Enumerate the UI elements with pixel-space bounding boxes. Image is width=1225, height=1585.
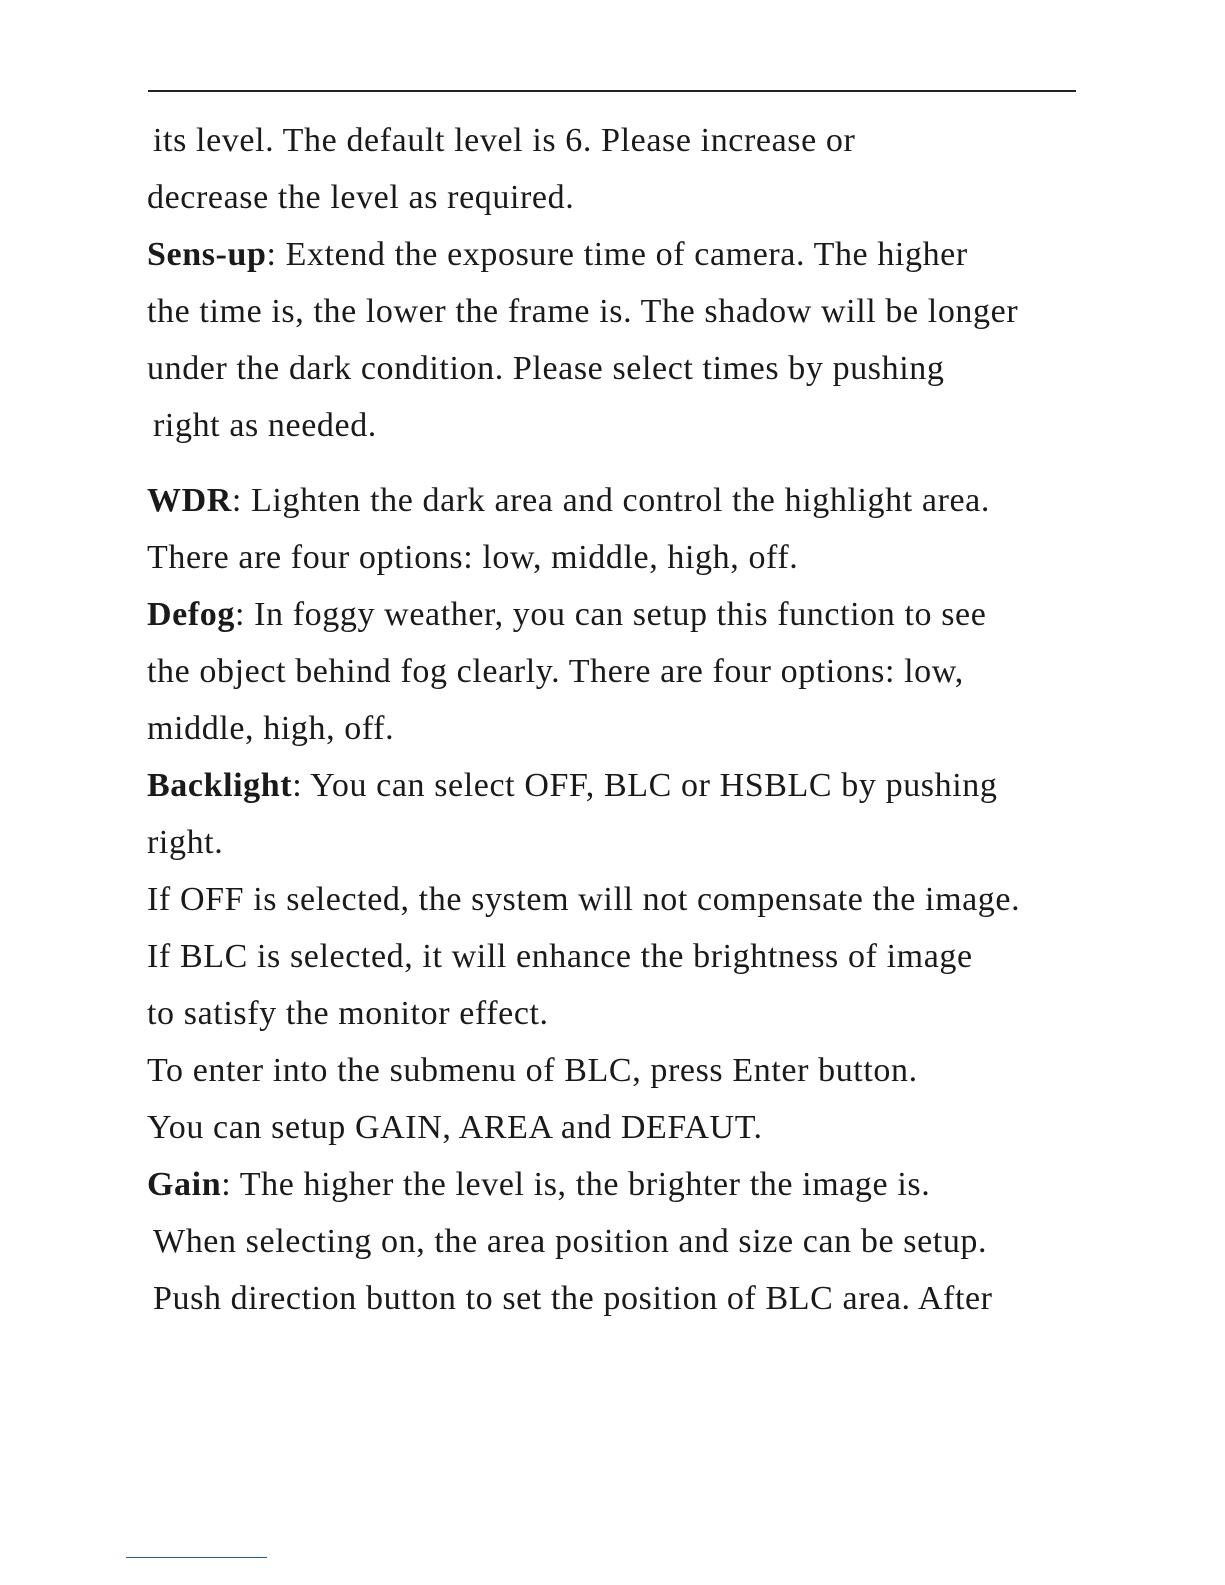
line-text: : Extend the exposure time of camera. The higher (266, 236, 968, 273)
line-text: : The higher the level is, the brighter the image is. (221, 1166, 931, 1203)
manual-body-text (147, 112, 1147, 1327)
line-text: right. (147, 824, 224, 861)
text-line (147, 169, 1147, 226)
text-line (147, 283, 1147, 340)
line-text: Push direction button to set the position of BLC area. After (153, 1280, 993, 1317)
text-line (147, 226, 1147, 283)
line-text: right as needed. (153, 407, 377, 444)
line-text: its level. The default level is 6. Please increase or (153, 122, 856, 159)
line-text: : You can select OFF, BLC or HSBLC by pushing (292, 767, 998, 804)
text-line (147, 757, 1147, 814)
footer-link-underline (126, 1557, 267, 1558)
term-label: Sens-up (147, 236, 267, 273)
line-text: under the dark condition. Please select times by pushing (147, 350, 945, 387)
text-line (147, 112, 1147, 169)
text-line (147, 529, 1147, 586)
text-line (147, 1156, 1147, 1213)
text-line (147, 397, 1147, 454)
text-line (147, 985, 1147, 1042)
line-text: If BLC is selected, it will enhance the brightness of image (147, 938, 973, 975)
line-text: To enter into the submenu of BLC, press Enter button. (147, 1052, 918, 1089)
term-label: Backlight (147, 767, 293, 804)
text-line (147, 700, 1147, 757)
text-line (147, 586, 1147, 643)
line-text: the object behind fog clearly. There are four options: low, (147, 653, 964, 690)
line-text: decrease the level as required. (147, 179, 575, 216)
text-line (147, 340, 1147, 397)
text-line (147, 814, 1147, 871)
term-label: WDR (147, 482, 232, 519)
text-line (147, 643, 1147, 700)
line-text: : In foggy weather, you can setup this function to see (234, 596, 987, 633)
term-label: Defog (147, 596, 235, 633)
header-rule (148, 90, 1076, 92)
text-line (147, 1042, 1147, 1099)
line-text: You can setup GAIN, AREA and DEFAUT. (147, 1109, 763, 1146)
text-line (147, 1213, 1147, 1270)
line-text: There are four options: low, middle, high, off. (147, 539, 799, 576)
line-text: the time is, the lower the frame is. The shadow will be longer (147, 293, 1019, 330)
term-label: Gain (147, 1166, 222, 1203)
text-line (147, 928, 1147, 985)
line-text: middle, high, off. (147, 710, 395, 747)
text-line (147, 1099, 1147, 1156)
line-text: If OFF is selected, the system will not compensate the image. (147, 881, 1021, 918)
line-text: to satisfy the monitor effect. (147, 995, 549, 1032)
line-text: When selecting on, the area position and size can be setup. (153, 1223, 988, 1260)
text-line (147, 871, 1147, 928)
line-text: : Lighten the dark area and control the highlight area. (231, 482, 990, 519)
text-line (147, 472, 1147, 529)
text-line (147, 1270, 1147, 1327)
